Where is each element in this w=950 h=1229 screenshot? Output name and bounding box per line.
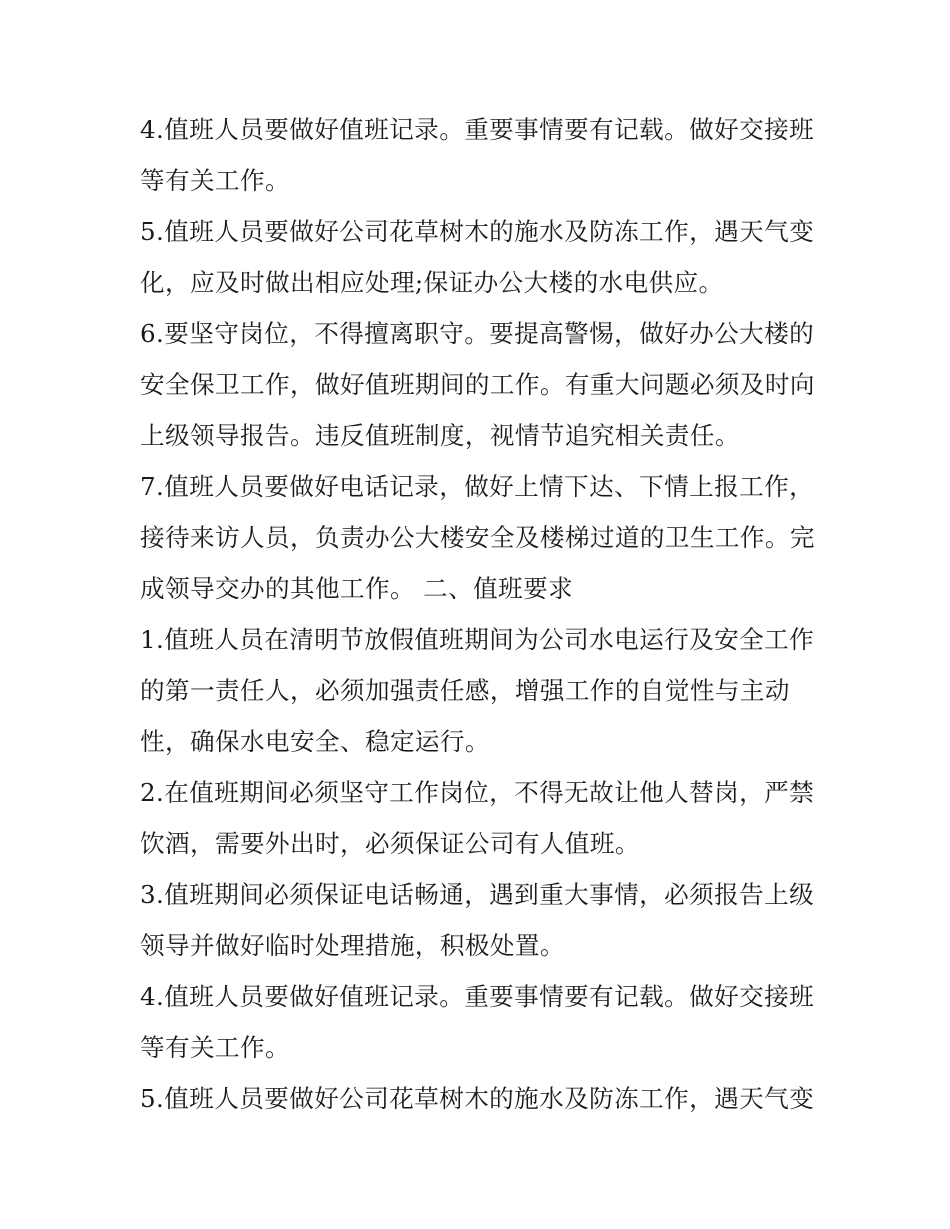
paragraph-requirement-4-duty-record bbox=[140, 971, 820, 1073]
paragraph-requirement-3-phone bbox=[140, 869, 820, 971]
paragraph-requirement-1-responsibility bbox=[140, 614, 820, 767]
text-line: 5.值班人员要做好公司花草树木的施水及防冻工作，遇天气变 bbox=[140, 217, 815, 246]
text-line: 化，应及时做出相应处理;保证办公大楼的水电供应。 bbox=[140, 268, 724, 297]
text-line: 6.要坚守岗位，不得擅离职守。要提高警惕，做好办公大楼的 bbox=[140, 319, 815, 348]
paragraph-requirement-5-plants-frost bbox=[140, 1073, 820, 1124]
paragraph-requirement-2-no-leave bbox=[140, 767, 820, 869]
text-line: 的第一责任人，必须加强责任感，增强工作的自觉性与主动 bbox=[140, 676, 790, 705]
document-body bbox=[140, 104, 820, 1124]
text-line: 接待来访人员，负责办公大楼安全及楼梯过道的卫生工作。完 bbox=[140, 523, 815, 552]
text-line: 性，确保水电安全、稳定运行。 bbox=[140, 727, 490, 756]
paragraph-item-4-duty-record bbox=[140, 104, 820, 206]
text-line: 1.值班人员在清明节放假值班期间为公司水电运行及安全工作 bbox=[140, 625, 815, 654]
text-line: 等有关工作。 bbox=[140, 166, 290, 195]
text-line: 饮酒，需要外出时，必须保证公司有人值班。 bbox=[140, 829, 640, 858]
text-line: 等有关工作。 bbox=[140, 1033, 290, 1062]
text-line: 5.值班人员要做好公司花草树木的施水及防冻工作，遇天气变 bbox=[140, 1084, 815, 1113]
text-line: 领导并做好临时处理措施，积极处置。 bbox=[140, 931, 565, 960]
paragraph-item-5-plants-frost bbox=[140, 206, 820, 308]
text-line: 成领导交办的其他工作。 二、值班要求 bbox=[140, 574, 574, 603]
text-line: 安全保卫工作，做好值班期间的工作。有重大问题必须及时向 bbox=[140, 370, 815, 399]
text-line: 3.值班期间必须保证电话畅通，遇到重大事情，必须报告上级 bbox=[140, 880, 815, 909]
text-line: 4.值班人员要做好值班记录。重要事情要有记载。做好交接班 bbox=[140, 982, 815, 1011]
text-line: 7.值班人员要做好电话记录，做好上情下达、下情上报工作， bbox=[140, 472, 815, 501]
text-line: 4.值班人员要做好值班记录。重要事情要有记载。做好交接班 bbox=[140, 115, 815, 144]
paragraph-item-7-phone-record bbox=[140, 461, 820, 614]
paragraph-item-6-stay-at-post bbox=[140, 308, 820, 461]
text-line: 2.在值班期间必须坚守工作岗位，不得无故让他人替岗，严禁 bbox=[140, 778, 815, 807]
text-line: 上级领导报告。违反值班制度，视情节追究相关责任。 bbox=[140, 421, 740, 450]
